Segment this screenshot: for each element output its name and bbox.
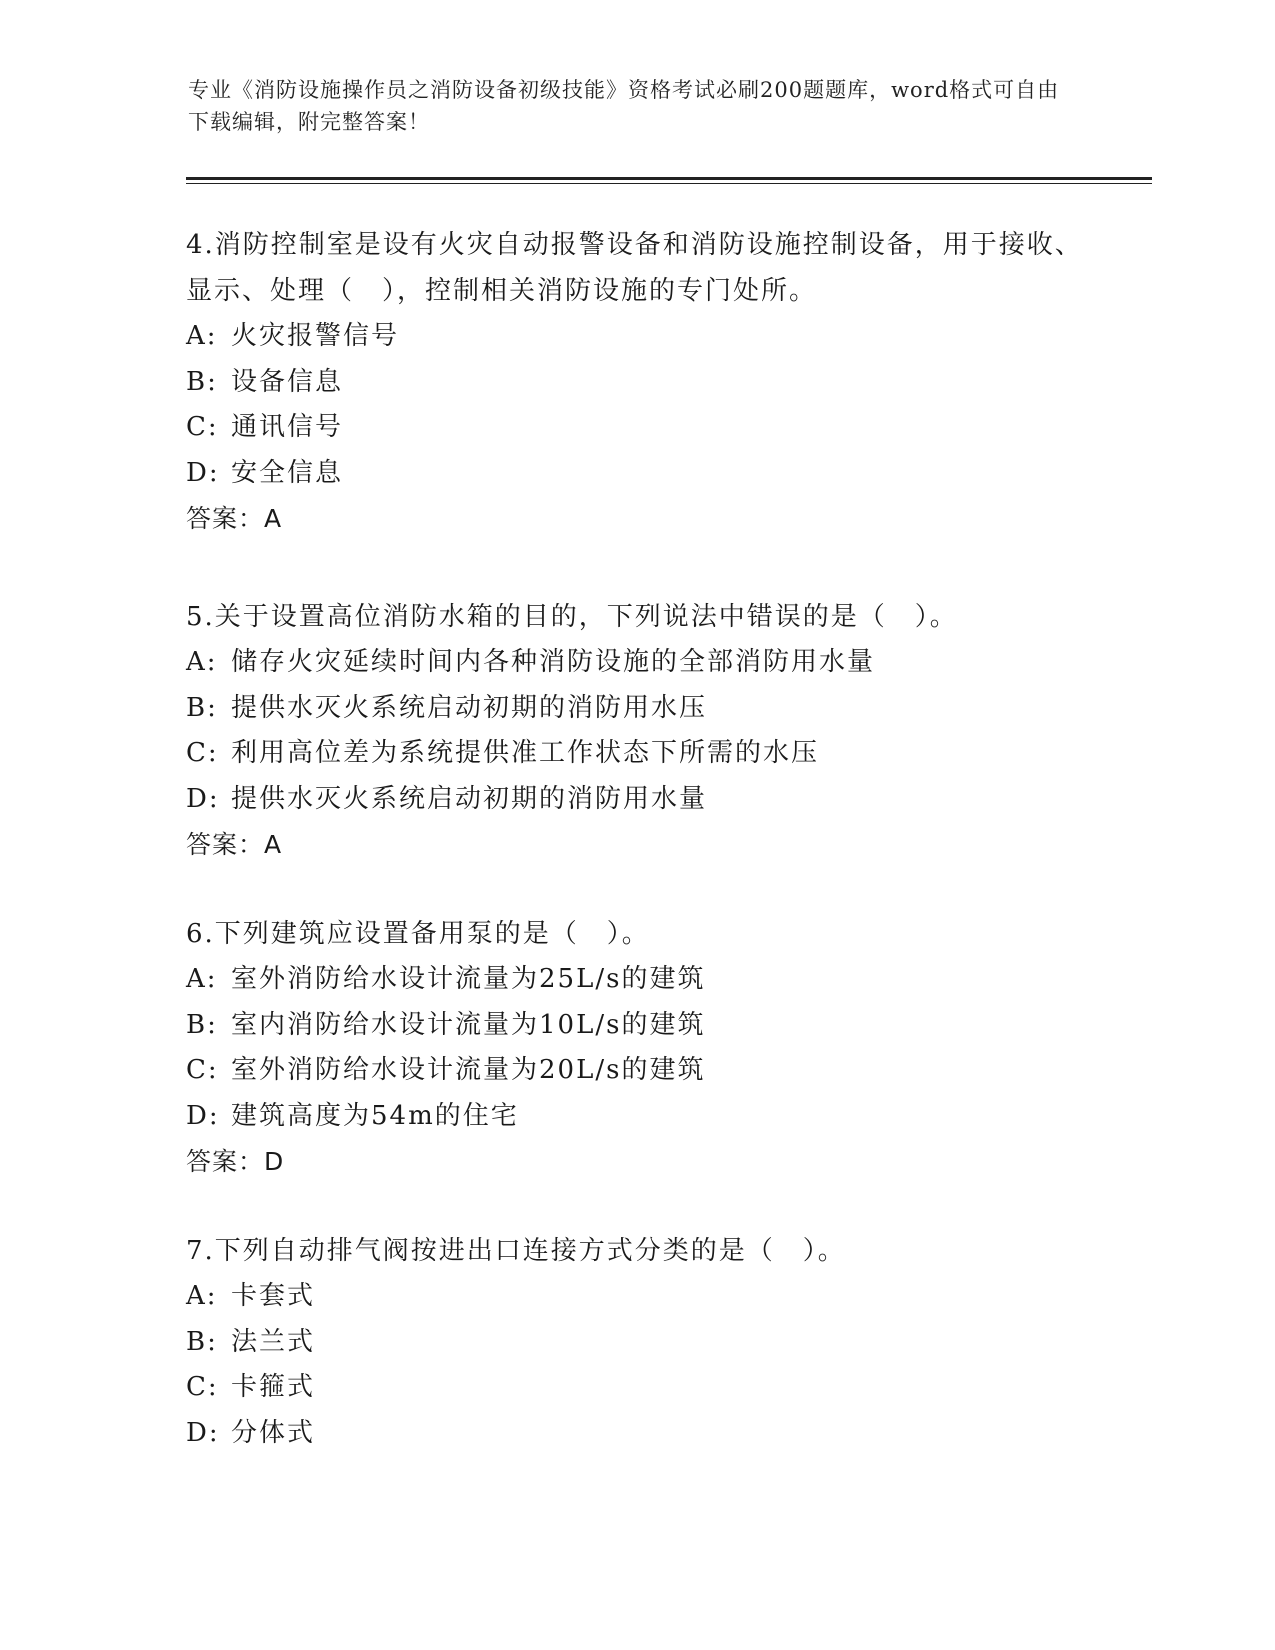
option-letter: D:	[186, 1417, 220, 1448]
option-a	[186, 314, 1086, 360]
option-text: 卡箍式	[231, 1372, 316, 1402]
option-a	[186, 640, 1086, 686]
answer-line: 答案：D	[186, 1147, 285, 1176]
option-letter: B:	[186, 366, 218, 397]
option-letter: A:	[186, 321, 218, 351]
option-letter: C:	[186, 1372, 219, 1402]
option-text: 火灾报警信号	[231, 321, 400, 351]
option-c	[186, 405, 1086, 451]
option-text: 设备信息	[231, 366, 344, 397]
question-stem: 6.下列建筑应设置备用泵的是（ ）。	[186, 919, 650, 949]
answer-line: 答案：A	[186, 504, 283, 533]
option-letter: B:	[186, 692, 218, 723]
option-b	[186, 686, 1086, 732]
question-stem: 7.下列自动排气阀按进出口连接方式分类的是（ ）。	[186, 1236, 846, 1266]
option-letter: C:	[186, 1055, 219, 1085]
option-text: 安全信息	[231, 457, 344, 488]
option-text: 卡套式	[231, 1281, 316, 1311]
option-a	[186, 1274, 1086, 1320]
document-title: 专业《消防设施操作员之消防设备初级技能》资格考试必刷200题题库，word格式可自由下载编辑，附完整答案！	[188, 78, 1060, 134]
option-letter: C:	[186, 412, 219, 442]
option-b	[186, 1320, 1086, 1366]
question-6	[186, 911, 1086, 1185]
question-stem: 4.消防控制室是设有火灾自动报警设备和消防设施控制设备，用于接收、显示、处理（ ），控制相关消防设施的专门处所。	[186, 230, 1083, 306]
answer-line: 答案：A	[186, 830, 283, 859]
option-b	[186, 360, 1086, 406]
option-d	[186, 1411, 1086, 1457]
option-text: 提供水灭火系统启动初期的消防用水压	[231, 692, 708, 723]
header-divider-thin	[186, 183, 1152, 184]
option-b	[186, 1003, 1086, 1049]
option-letter: A:	[186, 647, 218, 677]
option-letter: A:	[186, 964, 218, 994]
option-letter: B:	[186, 1326, 218, 1357]
option-letter: D:	[186, 783, 220, 814]
option-text: 提供水灭火系统启动初期的消防用水量	[231, 783, 708, 814]
option-text: 法兰式	[231, 1326, 316, 1357]
option-text: 通讯信号	[231, 412, 344, 442]
question-stem: 5.关于设置高位消防水箱的目的，下列说法中错误的是（ ）。	[186, 602, 958, 632]
option-a	[186, 957, 1086, 1003]
option-c	[186, 1048, 1086, 1094]
question-4	[186, 222, 1086, 542]
option-text: 室外消防给水设计流量为25L/s的建筑	[231, 964, 706, 994]
header-divider-thick	[186, 177, 1152, 180]
option-d	[186, 777, 1086, 823]
option-letter: D:	[186, 1100, 220, 1131]
option-text: 建筑高度为54m的住宅	[231, 1100, 519, 1131]
option-letter: B:	[186, 1009, 218, 1040]
option-c	[186, 731, 1086, 777]
option-letter: A:	[186, 1281, 218, 1311]
option-text: 利用高位差为系统提供准工作状态下所需的水压	[231, 738, 820, 768]
option-d	[186, 451, 1086, 497]
option-text: 储存火灾延续时间内各种消防设施的全部消防用水量	[231, 647, 876, 677]
option-letter: C:	[186, 738, 219, 768]
option-text: 室外消防给水设计流量为20L/s的建筑	[231, 1055, 706, 1085]
question-7	[186, 1228, 1086, 1456]
option-text: 室内消防给水设计流量为10L/s的建筑	[231, 1009, 706, 1040]
question-5	[186, 594, 1086, 868]
option-d	[186, 1094, 1086, 1140]
option-letter: D:	[186, 457, 220, 488]
option-c	[186, 1365, 1086, 1411]
option-text: 分体式	[231, 1417, 316, 1448]
